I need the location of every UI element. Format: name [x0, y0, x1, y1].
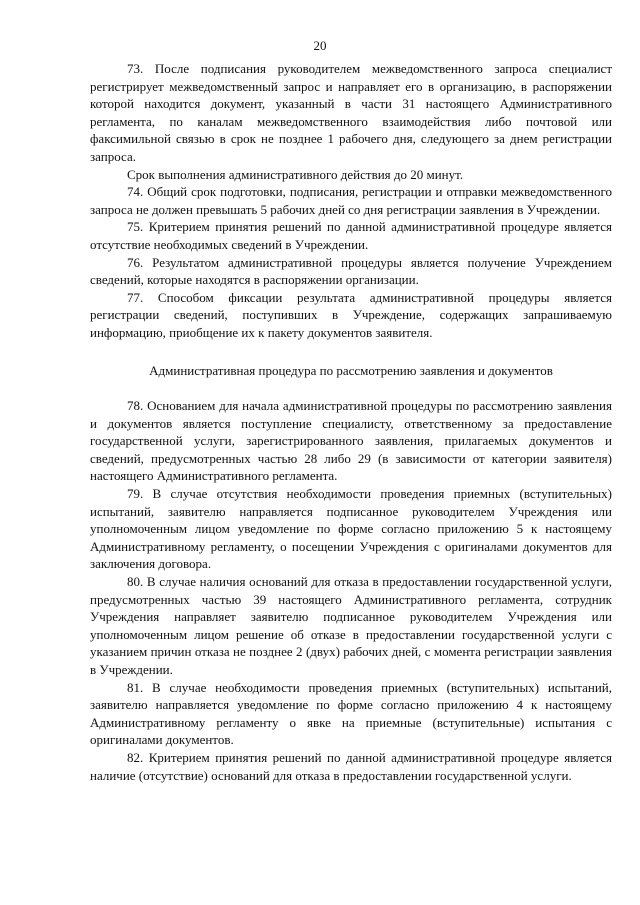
paragraph-81: 81. В случае необходимости проведения приемных (вступительных) испытаний, заявителю направляется уведомление по форме согласно приложению 4 к настоящему Административному регламенту о явке на приемные (вступительные) испытания с оригиналами документов.: [90, 679, 612, 748]
paragraph-80: 80. В случае наличия оснований для отказа в предоставлении государственной услуги, предусмотренных частью 39 настоящего Административного регламента, сотрудник Учреждения направляет заявителю подписанное руководителем Учреждения или уполномоченным лицом решение об отказе в предоставлении государственной услуги с указанием причин отказа не позднее 2 (двух) рабочих дней, с момента регистрации заявления в Учреждении.: [90, 574, 612, 677]
document-body: [90, 60, 612, 784]
paragraph-75: 75. Критерием принятия решений по данной административной процедуре является отсутствие необходимых сведений в Учреждении.: [90, 219, 612, 252]
paragraph-76: 76. Результатом административной процедуры является получение Учреждением сведений, которые находятся в распоряжении организации.: [90, 254, 612, 288]
paragraph-78: 78. Основанием для начала административной процедуры по рассмотрению заявления и документов является поступление специалисту, ответственному за предоставление государственной услуги, зарегистрированного заявления, прилагаемых документов и сведений, предусмотренных частью 28 либо 29 (в зависимости от категории заявителя) настоящего Административного регламента.: [90, 398, 612, 484]
paragraph-73: 73. После подписания руководителем межведомственного запроса специалист регистрирует межведомственный запрос и направляет его в организацию, в распоряжении которой находится документ, указанный в части 31 настоящего Административного регламента, по каналам межведомственного взаимодействия либо почтовой или факсимильной связью в срок не позднее 1 рабочего дня, следующего за днем регистрации запроса.: [90, 61, 612, 164]
paragraph-79: 79. В случае отсутствия необходимости проведения приемных (вступительных) испытаний, заявителю направляется подписанное руководителем Учреждения или уполномоченным лицом уведомление по форме согласно приложению 5 к настоящему Административному регламенту, о посещении Учреждения с оригиналами документов для заключения договора.: [90, 486, 612, 572]
paragraph-82: 82. Критерием принятия решений по данной административной процедуре является наличие (отсутствие) оснований для отказа в предоставлении государственной услуги.: [90, 749, 612, 783]
paragraph-74: 74. Общий срок подготовки, подписания, регистрации и отправки межведомственного запроса не должен превышать 5 рабочих дней со дня регистрации заявления в Учреждении.: [90, 184, 612, 217]
section-heading: Административная процедура по рассмотрению заявления и документов: [149, 362, 553, 378]
paragraph-deadline: Срок выполнения административного действия до 20 минут.: [127, 166, 464, 182]
paragraph-77: 77. Способом фиксации результата административной процедуры является регистрации сведений, поступивших в Учреждение, содержащих запрашиваемую информацию, приобщение их к пакету документов заявителя.: [90, 289, 612, 340]
page-number: 20: [313, 38, 327, 53]
